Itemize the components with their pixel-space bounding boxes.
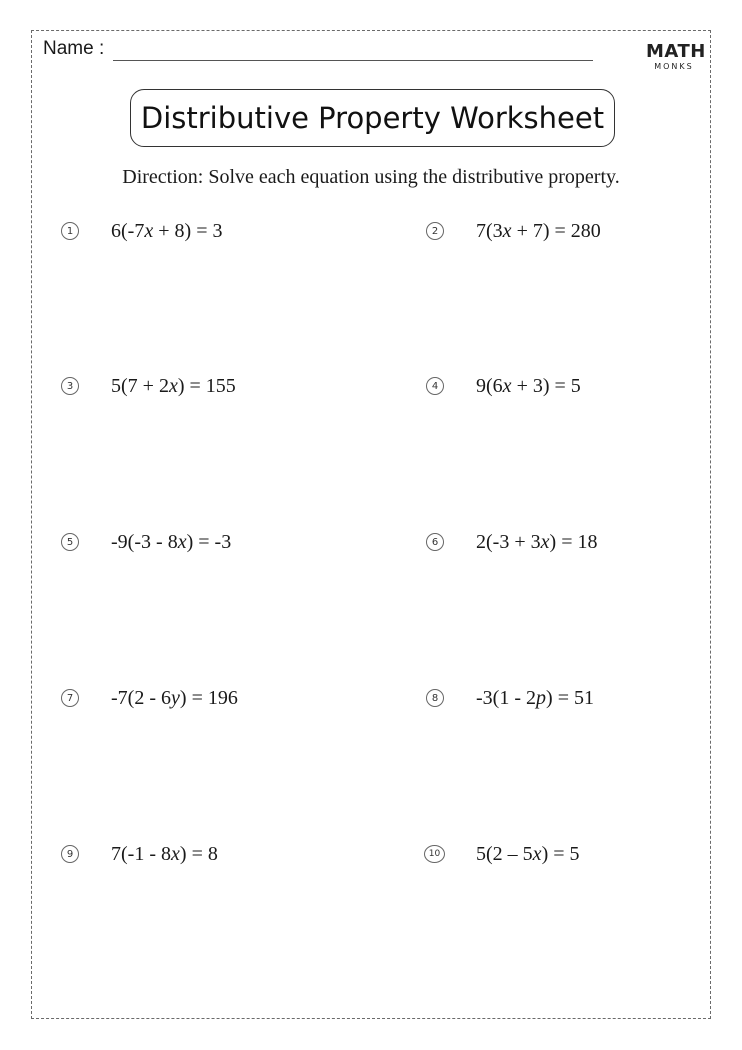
problem-1 <box>61 217 223 245</box>
logo-main-text: MATH <box>646 41 706 62</box>
problem-equation: -7(2 - 6y) = 196 <box>111 686 238 709</box>
problem-number: 8 <box>426 689 444 707</box>
problem-number: 10 <box>424 845 445 863</box>
problem-5 <box>61 528 232 556</box>
problem-number: 5 <box>61 533 79 551</box>
problem-equation: 9(6x + 3) = 5 <box>476 374 581 397</box>
problem-9 <box>61 840 218 868</box>
problem-3 <box>61 372 236 400</box>
name-input-line[interactable] <box>113 60 593 61</box>
problem-number: 2 <box>426 222 444 240</box>
problem-10 <box>424 840 580 868</box>
problem-equation: -3(1 - 2p) = 51 <box>476 686 594 709</box>
problem-equation: 7(3x + 7) = 280 <box>476 219 601 242</box>
problem-equation: 7(-1 - 8x) = 8 <box>111 842 218 865</box>
worksheet-title <box>130 89 615 147</box>
problem-number: 9 <box>61 845 79 863</box>
name-label: Name : <box>43 38 105 59</box>
problem-equation: 5(2 – 5x) = 5 <box>476 842 580 865</box>
problem-equation: -9(-3 - 8x) = -3 <box>111 530 232 553</box>
problem-7 <box>61 684 238 712</box>
problem-number: 3 <box>61 377 79 395</box>
problem-number: 7 <box>61 689 79 707</box>
math-monks-logo <box>646 41 706 72</box>
problem-4 <box>426 372 581 400</box>
worksheet-title-text: Distributive Property Worksheet <box>140 101 605 135</box>
problem-number: 4 <box>426 377 444 395</box>
problem-number: 1 <box>61 222 79 240</box>
problem-equation: 2(-3 + 3x) = 18 <box>476 530 598 553</box>
problem-6 <box>426 528 598 556</box>
direction-text: Direction: Solve each equation using the distributive property. <box>122 166 620 188</box>
problem-equation: 6(-7x + 8) = 3 <box>111 219 223 242</box>
logo-sub-text: MONKS <box>654 62 694 71</box>
problem-8 <box>426 684 594 712</box>
problem-number: 6 <box>426 533 444 551</box>
problem-2 <box>426 217 601 245</box>
problem-equation: 5(7 + 2x) = 155 <box>111 374 236 397</box>
